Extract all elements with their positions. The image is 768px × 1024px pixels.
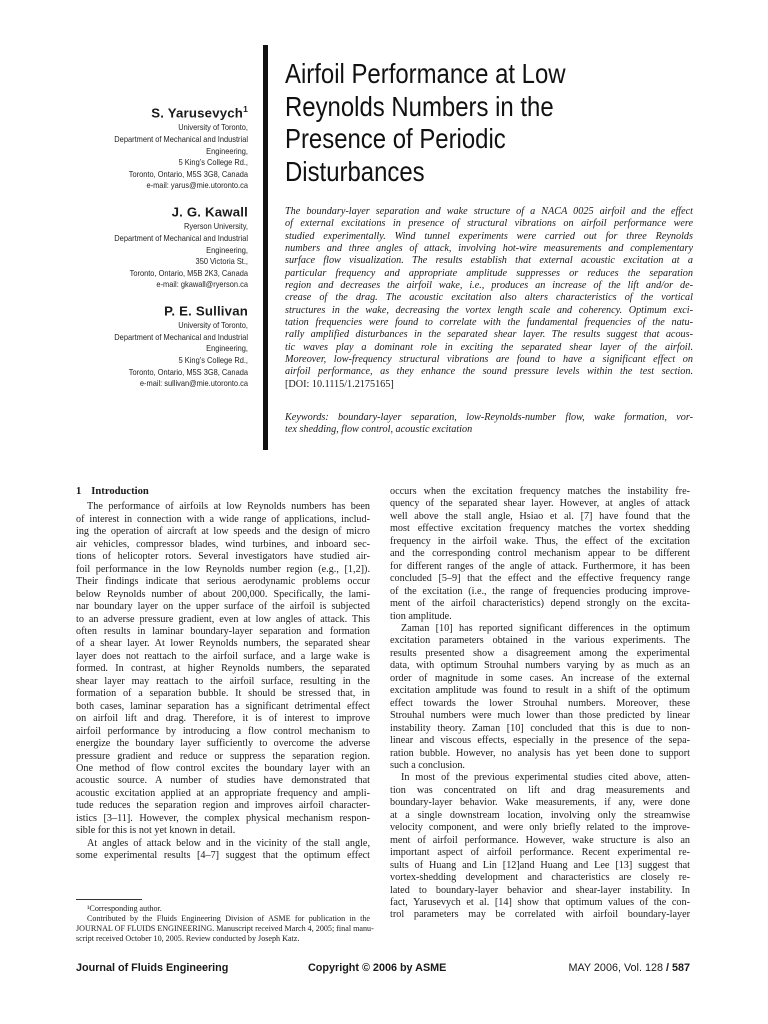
page-number: 587 <box>671 962 690 974</box>
text-line: on airfoil lift and drag. Therefore, it is of interest to improve <box>76 713 370 725</box>
affiliation-line: e-mail: gkawall@ryerson.ca <box>156 280 248 290</box>
keywords-line: tex shedding, flow control, acoustic excitation <box>285 424 473 436</box>
abstract <box>285 206 693 391</box>
text-line: sults of Huang and Lin [12]and Huang and Lee [13] suggest that <box>390 859 690 871</box>
footnote-line: Contributed by the Fluids Engineering Division of ASME for publication in the <box>87 914 370 923</box>
text-line: airfoil performance by introducing a flow control mechanism to <box>76 725 370 737</box>
footer-issue-info <box>569 962 690 974</box>
affiliation-line: Engineering, <box>206 245 248 255</box>
text-line: and the corresponding control mechanism appear to be different <box>390 548 690 560</box>
keywords-line: Keywords: boundary-layer separation, low-Reynolds-number flow, wake formation, vor- <box>285 412 693 423</box>
text-line: ment of airfoil performance. However, wake structure is also an <box>390 834 690 846</box>
text-line: In most of the previous experimental studies cited above, atten- <box>401 772 690 784</box>
abstract-line: crease of the drag. The acoustic excitation also alters characteristics of the vortical <box>285 292 693 304</box>
text-line: istics [3–11]. However, the complex physical mechanism respon- <box>76 812 370 824</box>
affiliation-line: Department of Mechanical and Industrial <box>114 233 248 243</box>
text-line: fact, Yarusevych et al. [14] show that optimum values of the con- <box>390 896 690 908</box>
affiliation-line: University of Toronto, <box>178 321 248 331</box>
affiliation-line: e-mail: yarus@mie.utoronto.ca <box>146 181 248 191</box>
footnote-line: JOURNAL OF FLUIDS ENGINEERING. Manuscript received March 4, 2005; final manu- <box>76 924 374 933</box>
text-line: vortex-shedding development and characteristics are closely re- <box>390 872 690 884</box>
author-name <box>60 302 248 318</box>
text-line: both cases, laminar separation has a significant detrimental effect <box>76 700 370 712</box>
text-line: shear layer may reattach to the airfoil surface, resulting in the <box>76 675 370 687</box>
text-line: Zaman [10] has reported significant differences in the optimum <box>401 622 690 634</box>
text-line: acoustic source. A number of studies have demonstrated that <box>76 775 370 787</box>
text-line: Their findings indicate that serious aerodynamic problems occur <box>76 576 370 588</box>
text-line: concluded [5–9] that the effect and the effective frequency range <box>390 573 690 585</box>
affiliation-line: 5 King’s College Rd., <box>178 158 248 168</box>
body-column-left <box>76 486 370 863</box>
text-line: lated to boundary-layer behavior and shear-layer instability. In <box>390 884 690 896</box>
text-line: pressure gradient and reduce or suppress the separation region. <box>76 750 370 762</box>
author <box>60 302 248 390</box>
author-name <box>60 104 248 120</box>
abstract-line: structures in the wake, decreasing the vortex length scale and coherency. Optimum exci- <box>285 304 693 316</box>
footnote-rule <box>76 899 142 900</box>
text-line: velocity component, and were only briefly related to the improve- <box>390 822 690 834</box>
affiliation-line: Engineering, <box>206 344 248 354</box>
author-name <box>60 203 248 219</box>
affiliation-line: 350 Victoria St., <box>195 257 248 267</box>
affiliation-line: Toronto, Ontario, M5S 3G8, Canada <box>128 169 248 179</box>
abstract-line: particular frequency and appropriate amplitude suppresses or reduces the separation <box>285 267 693 279</box>
text-line: at a single downstream location, involving only the streamwise <box>390 809 690 821</box>
text-line: data, with optimum Strouhal numbers varying by as much as an <box>390 660 690 672</box>
footnote-line: ¹Corresponding author. <box>87 904 162 913</box>
abstract-text <box>285 206 693 379</box>
body-column-right <box>390 486 690 922</box>
text-line: At angles of attack below and in the vicinity of the stall angle, <box>87 837 370 849</box>
text-line: tion amplitude. <box>390 610 452 622</box>
text-line: of a shear layer. At lower Reynolds numbers, the separated shear <box>76 638 370 650</box>
text-line: to an adverse pressure gradient, even at low angles of attack. This <box>76 613 370 625</box>
affiliation-line: Toronto, Ontario, M5B 2K3, Canada <box>129 268 248 278</box>
text-line: excitation parameters obtained in the various experiments. The <box>390 635 690 647</box>
author <box>60 203 248 291</box>
text-line: boundary-layer behavior. Wake measurements, if any, were done <box>390 797 690 809</box>
text-line: linear and viscous effects, especially in the presence of the sepa- <box>390 735 690 747</box>
footer-issue: MAY 2006, Vol. 128 <box>568 962 663 974</box>
text-line: for different ranges of the angle of attack. Furthermore, it has been <box>390 560 690 572</box>
paper-title <box>285 58 659 188</box>
footer-journal-name: Journal of Fluids Engineering <box>76 962 229 974</box>
text-line: energize the boundary layer sufficiently to overcome the adverse <box>76 738 370 750</box>
title-line: Presence of Periodic <box>285 123 506 154</box>
section-number: 1 <box>76 486 82 497</box>
text-line: trol parameters may be correlated with airfoil boundary-layer <box>390 909 690 921</box>
text-line: of the excitation (i.e., the range of frequencies producing improve- <box>390 585 690 597</box>
text-line: The performance of airfoils at low Reynolds numbers has been <box>87 501 370 513</box>
footnote-line: script received October 10, 2005. Review conducted by Joseph Katz. <box>76 934 300 943</box>
affiliation-line: Ryerson University, <box>183 222 248 232</box>
section-title: Introduction <box>91 486 149 497</box>
text-line: order of magnitude in some cases. An increase of the external <box>390 672 690 684</box>
text-line: ing the operation of aircraft at low speeds and the design of micro <box>76 526 370 538</box>
text-line: formation of a separation bubble. It should be stressed that, in <box>76 688 370 700</box>
affiliation-line: Department of Mechanical and Industrial <box>114 134 248 144</box>
title-line: Disturbances <box>285 155 425 187</box>
text-line: some experimental results [4–7] suggest that the optimum effect <box>76 850 370 862</box>
text-line: acoustic excitation applied at an appropriate frequency and ampli- <box>76 787 370 799</box>
text-line: such a conclusion. <box>390 759 465 771</box>
page-footer <box>76 962 690 978</box>
text-line: instability theory. Zaman [10] concluded that this is due to non- <box>390 722 690 734</box>
affiliation-line: University of Toronto, <box>178 123 248 133</box>
abstract-line: tation frequencies were found to correlate with the fundamental frequencies of the natu- <box>285 317 693 329</box>
text-line: excitation amplitude was found to result in a shift of the optimum <box>390 685 690 697</box>
abstract-line: studied experimentally. Wind tunnel experiments were carried out for three Reynolds <box>285 230 693 242</box>
title-line: Airfoil Performance at Low <box>285 58 566 89</box>
text-line: effect towards the lower Strouhal numbers. Moreover, these <box>390 697 690 709</box>
text-line: formed. In contrast, at higher Reynolds numbers, the separated <box>76 663 370 675</box>
footer-copyright: Copyright © 2006 by ASME <box>308 962 447 974</box>
section-heading <box>76 486 370 498</box>
footer-separator: / <box>662 962 672 974</box>
text-line: well above the stall angle, Hsiao et al. [7] have found that the <box>390 510 690 522</box>
text-line: foil performance in the low Reynolds number region (e.g., [1,2]). <box>76 563 370 575</box>
abstract-line: numbers and three angles of attack, involving hot-wire measurements and complementary <box>285 243 693 255</box>
keywords <box>285 412 693 437</box>
abstract-line: The boundary-layer separation and wake structure of a NACA 0025 airfoil and the effect <box>285 206 693 217</box>
text-line: ment of the airfoil characteristics) depend strongly on the excita- <box>390 598 690 610</box>
author-footnote-mark: 1 <box>243 104 248 114</box>
text-line: layer does not reattach to the airfoil surface, and a large wake is <box>76 650 370 662</box>
title-divider-rule <box>263 45 268 450</box>
affiliation-line: 5 King’s College Rd., <box>178 356 248 366</box>
text-line: ration bubble. However, no analysis has yet been done to support <box>390 747 690 759</box>
body-text-left <box>76 501 370 862</box>
text-line: tions of helicopter rotors. Several investigators have studied air- <box>76 551 370 563</box>
text-line: Strouhal numbers were much lower than those predicted by linear <box>390 710 690 722</box>
text-line: below Reynolds number of about 200,000. Specifically, the lami- <box>76 588 370 600</box>
affiliation-line: Department of Mechanical and Industrial <box>114 332 248 342</box>
text-line: often results in laminar boundary-layer separation and formation <box>76 625 370 637</box>
abstract-line: airfoil performance, as they enhance the sound pressure levels within the test section. <box>285 366 693 378</box>
abstract-line: of external excitations in presence of structural vibrations on airfoil performance were <box>285 218 693 230</box>
author-name-text: S. Yarusevych <box>151 105 244 121</box>
footnotes <box>76 904 374 944</box>
author-name-text: J. G. Kawall <box>171 204 248 220</box>
author <box>60 104 248 192</box>
text-line: frequency in the airfoil wake. Thus, the effect of the excitation <box>390 535 690 547</box>
text-line: important aspect of airfoil performance. Recent experimental re- <box>390 847 690 859</box>
text-line: results presented show a disagreement among the experimental <box>390 647 690 659</box>
text-line: tude reduces the separation region and improves airfoil character- <box>76 800 370 812</box>
text-line: tion was concentrated on lift and drag measurements and <box>390 784 690 796</box>
body-text-right <box>390 486 690 922</box>
abstract-line: tic waves play a dominant role in exciting the separated shear layer of the airfoil. <box>285 341 693 353</box>
text-line: of interest in connection with a wide range of applications, includ- <box>76 513 370 525</box>
affiliation-line: e-mail: sullivan@mie.utoronto.ca <box>139 379 248 389</box>
abstract-line: rally amplified disturbances in the separated shear layer. The results suggest that acous- <box>285 329 693 341</box>
affiliation-line: Toronto, Ontario, M5S 3G8, Canada <box>128 367 248 377</box>
abstract-line: surface flow visualization. The results establish that external acoustic excitation at a <box>285 255 693 267</box>
abstract-line: region and decreases the airfoil wake, i.e., produces an increase of the lift and/or de- <box>285 280 693 292</box>
text-line: One method of flow control excites the boundary layer with an <box>76 762 370 774</box>
doi: [DOI: 10.1115/1.2175165] <box>285 378 394 390</box>
text-line: air vehicles, compressor blades, wind turbines, and inboard sec- <box>76 538 370 550</box>
title-line: Reynolds Numbers in the <box>285 90 554 122</box>
text-line: nar boundary layer on the upper surface of the airfoil is subjected <box>76 601 370 613</box>
text-line: most effective excitation frequency matches the vortex shedding <box>390 523 690 535</box>
text-line: occurs when the excitation frequency matches the instability fre- <box>390 486 690 497</box>
author-name-text: P. E. Sullivan <box>164 303 248 319</box>
abstract-line: Moreover, low-frequency structural vibrations are found to have a significant effect on <box>285 354 693 366</box>
affiliation-line: Engineering, <box>206 146 248 156</box>
author-block <box>60 104 248 401</box>
text-line: quency of the separated shear layer. However, at angles of attack <box>390 498 690 510</box>
text-line: sible for this is not yet known in detail. <box>76 825 236 837</box>
